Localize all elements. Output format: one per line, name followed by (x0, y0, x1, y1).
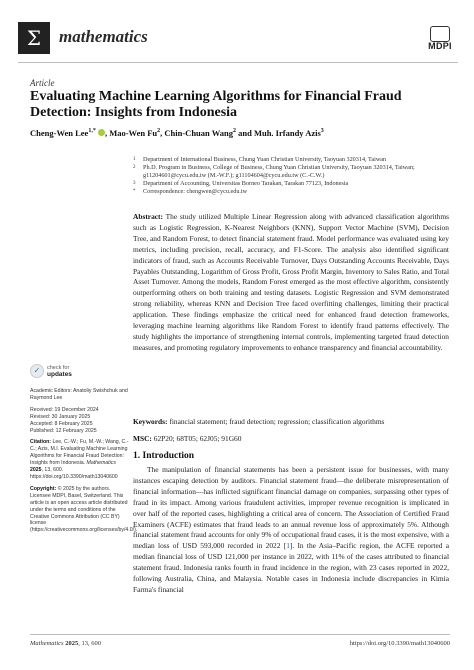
revised-date: Revised: 30 January 2025 (30, 413, 91, 420)
author-name[interactable]: Cheng-Wen Lee (30, 128, 89, 138)
journal-header (18, 22, 458, 62)
citation: Citation: Lee, C.-W.; Fu, M.-W.; Wang, C.-C.; Azis, M.I. Evaluating Machine Learning Algorithms for Financial Fraud Detection: Insights from Indonesia. Mathematics 2025, 13, 600. https://doi.org/10.3390/math13040600 (30, 439, 129, 480)
footer-citation: Mathematics 2025, 13, 600 (30, 640, 101, 647)
keywords (133, 417, 449, 427)
affiliation-item: 3 Department of Accounting, Universitas Borneo Tarakan, Tarakan 77123, Indonesia (133, 180, 349, 187)
msc-codes (133, 434, 449, 444)
article-type: Article (30, 78, 55, 88)
published-date: Published: 12 February 2025 (30, 427, 97, 434)
author-name[interactable]: Muh. Irfandy Azis (253, 128, 321, 138)
article-info-sidebar (30, 362, 138, 539)
footer-divider (30, 634, 450, 635)
abstract (133, 212, 449, 354)
orcid-icon[interactable] (98, 129, 105, 136)
publisher-name: MDPI (428, 41, 452, 51)
affiliation-item: 1 Department of International Business, Chung Yuan Christian University, Taoyuan 320314, Taiwan (133, 156, 387, 163)
check-updates-icon: ✓ (30, 364, 44, 378)
received-date: Received: 19 December 2024 (30, 406, 99, 413)
author-name[interactable]: Mao-Wen Fu (109, 128, 158, 138)
keywords-label: Keywords: (133, 417, 168, 426)
affiliation-item: 2 Ph.D. Program in Business, College of Business, Chung Yuan Christian University, Taoyuan 320314, Taiwan; g11204601@cycu.edu.tw (M.-W.F.); g11104604@cycu.edu.tw (C.-C.W.) (133, 164, 415, 179)
author-list: Cheng-Wen Lee$^{1,*}$ , Mao-Wen Fu$^2$, Chin-Chuan Wang$^2$ and Muh. Irfandy Azis$^3$ (30, 128, 324, 138)
header-divider (18, 62, 458, 63)
keywords-text: financial statement; fraud detection; regression; classification algorithms (169, 417, 385, 426)
article-title: Evaluating Machine Learning Algorithms for Financial Fraud Detection: Insights from Indonesia (30, 89, 402, 120)
accepted-date: Accepted: 8 February 2025 (30, 420, 93, 427)
author-affil-marker: 1,* (88, 128, 96, 135)
affiliations (133, 156, 463, 196)
correspondence[interactable]: * Correspondence: chengwen@cycu.edu.tw (133, 188, 248, 195)
publisher-logo[interactable] (422, 26, 458, 54)
author-affil-marker: 2 (157, 128, 161, 135)
msc-text: 62P20; 68T05; 62J05; 91G60 (153, 434, 242, 443)
mdpi-hexagon-icon (430, 26, 450, 42)
abstract-text: The study utilized Multiple Linear Regression along with advanced classification algorithms such as Logistic Regression, K-Nearest Neighbors (KNN), Support Vector Machine (SVM), Decision Tree, and Random Forest, to detect financial statement fraud. Model performance was evaluated using key metrics, including precision, recall, accuracy, and F1-Score. The analysis also identified significant indicators of fraud, such as Accounts Receivable Turnover, Days Outstanding Accounts Receivable, Days Payables Outstanding, Logarithm of Gross Profit, Gross Profit Margin, Inventory to Sales Ratio, and Total Asset Turnover. Among the models, Random Forest emerged as the most effective algorithm, consistently outperforming others on both training and testing datasets. Logistic Regression and SVM demonstrated strong reliability, whereas KNN and Decision Tree faced overfitting challenges, limiting their practical application. These findings emphasize the critical need for enhanced fraud detection frameworks, leveraging machine learning algorithms like Random Forest to identify fraud patterns effectively. The study highlights the importance of strengthening internal controls, implementing targeted fraud detection measures, and promoting regulatory improvements to enhance transparency and financial accountability. (133, 212, 449, 352)
author-affil-marker: 3 (320, 128, 324, 135)
academic-editors: Academic Editors: Anatoliy Swishchuk and Raymond Lee (30, 388, 128, 401)
msc-label: MSC: (133, 434, 152, 443)
abstract-label: Abstract: (133, 212, 163, 221)
introduction-paragraph: The manipulation of financial statements has been a persistent issue for businesses, with many instances escaping detection by auditors. Financial statement fraud—the deliberate misrepresentation of financial information—has inflicted significant financial damage on companies, surpassing other types of fraud in its impact. Among various fraudulent activities, improper revenue recognition is implicated in over half of the reported cases, highlighting a critical area of concern. The Association of Certified Fraud Examiners (ACFE) estimates that fraud leads to an annual revenue loss of approximately 5%. Although financial statement fraud accounts for only 9% of occupational fraud cases, it is the most expensive, with a median loss of USD 593,000 recorded in 2022 [1]. In the Asia–Pacific region, the ACFE reported a median financial loss of USD 121,000 per instance in 2022, with 11% of the cases attributed to financial statement fraud. Indonesia ranks fourth in fraud incidence in the region, with 23 cases reported in 2022, following Australia, China, and Malaysia. Notable cases in Indonesia include discrepancies in Kimia Farma's financial (133, 465, 449, 594)
journal-name: mathematics (59, 27, 148, 46)
author-affil-marker: 2 (232, 128, 236, 135)
reference-link[interactable]: 1 (286, 541, 290, 551)
copyright: Copyright: © 2025 by the authors. Licensee MDPI, Basel, Switzerland. This article is an open access article distributed under the terms and conditions of the Creative Commons Attribution (CC BY) license (https://creativecommons.org/licenses/by/4.0/). (30, 485, 138, 534)
author-name[interactable]: Chin-Chuan Wang (164, 128, 233, 138)
journal-logo-icon: Σ (18, 22, 50, 54)
article-dates (30, 407, 130, 435)
footer-doi-link[interactable]: https://doi.org/10.3390/math13040600 (349, 640, 450, 647)
section-title-introduction: 1. Introduction (133, 451, 195, 461)
check-for-updates-button[interactable]: ✓ check for updates (30, 362, 130, 382)
